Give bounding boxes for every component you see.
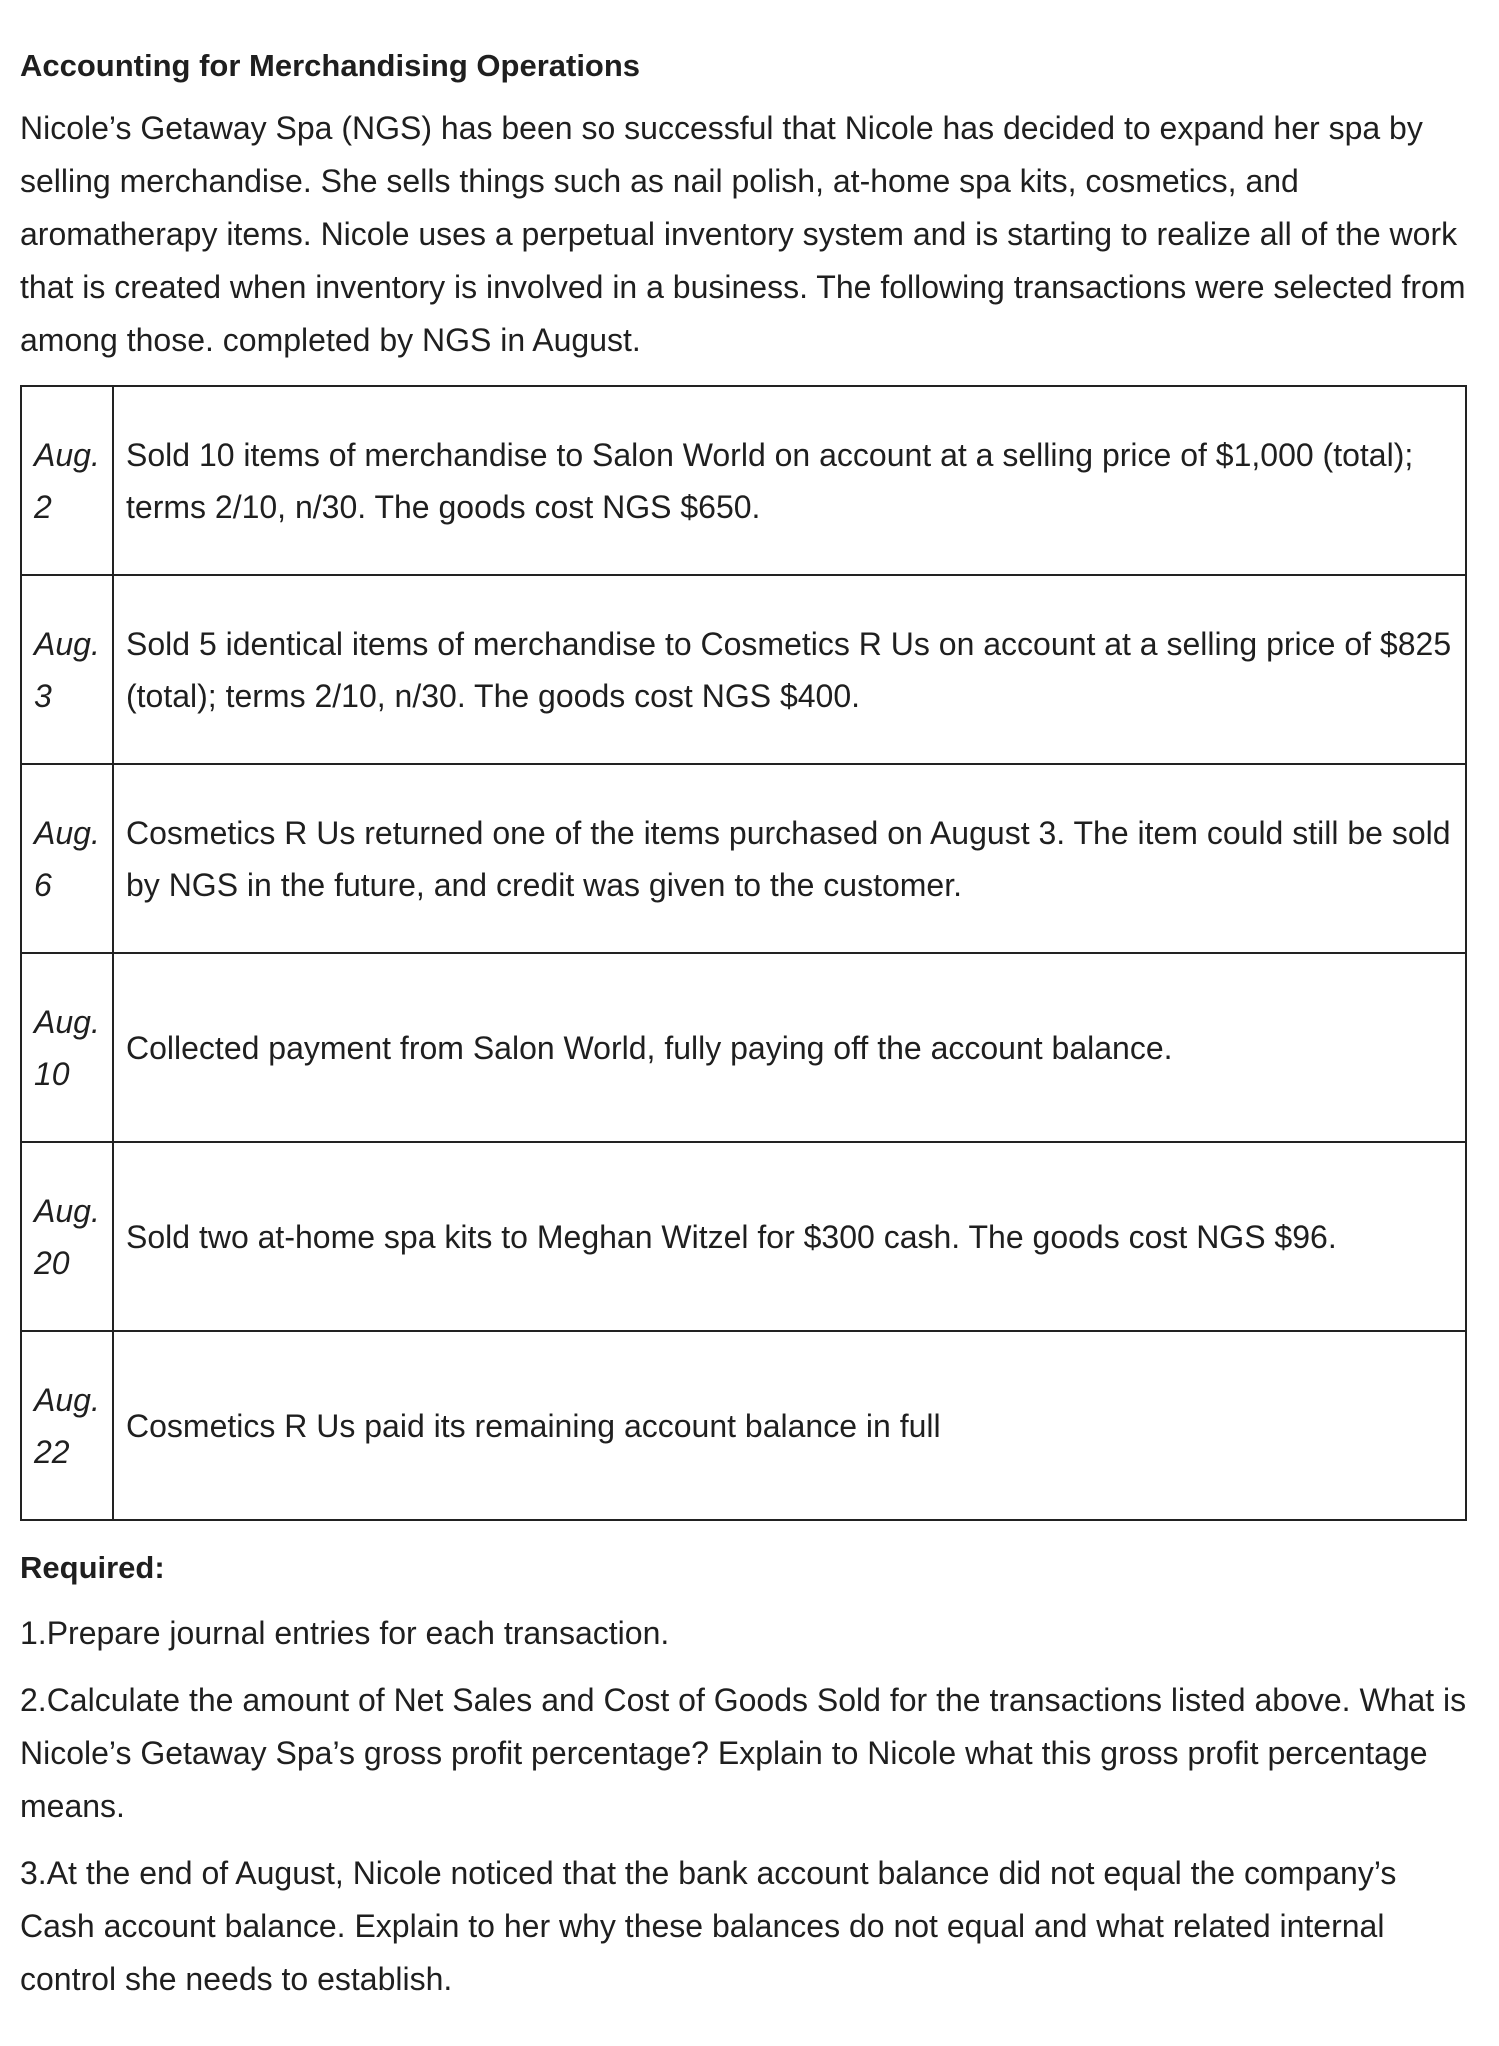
date-day: 22 — [34, 1433, 70, 1470]
date-month: Aug. — [34, 436, 100, 473]
date-month: Aug. — [34, 1003, 100, 1040]
table-row — [21, 1331, 1466, 1520]
transaction-description: Sold 5 identical items of merchandise to Cosmetics R Us on account at a selling price of $825 (total); terms 2/10, n/30. The goods cost NGS $400. — [113, 575, 1466, 764]
intro-paragraph: Nicole’s Getaway Spa (NGS) has been so successful that Nicole has decided to expand her spa by selling merchandise. She sells things such as nail polish, at-home spa kits, cosmetics, and aromatherapy items. Nicole uses a perpetual inventory system and is starting to realize all of the work that is created when inventory is involved in a business. The following transactions were selected from among those. completed by NGS in August. — [20, 110, 1466, 358]
date-month: Aug. — [34, 814, 100, 851]
date-day: 20 — [34, 1244, 70, 1281]
transaction-date — [21, 575, 113, 764]
date-day: 2 — [34, 488, 52, 525]
transaction-description: Sold 10 items of merchandise to Salon World on account at a selling price of $1,000 (total); terms 2/10, n/30. The goods cost NGS $650. — [113, 386, 1466, 575]
transactions-table — [20, 385, 1467, 1521]
date-month: Aug. — [34, 1381, 100, 1418]
table-row — [21, 386, 1466, 575]
transaction-date — [21, 386, 113, 575]
table-row — [21, 764, 1466, 953]
transaction-date — [21, 764, 113, 953]
date-day: 3 — [34, 677, 52, 714]
requirement-item: 2.Calculate the amount of Net Sales and Cost of Goods Sold for the transactions listed above. What is Nicole’s Getaway Spa’s gross profit percentage? Explain to Nicole what this gross profit percentage means. — [20, 1682, 1467, 1824]
transaction-description: Cosmetics R Us paid its remaining account balance in full — [113, 1331, 1466, 1520]
date-month: Aug. — [34, 625, 100, 662]
requirement-item: 1.Prepare journal entries for each transaction. — [20, 1615, 670, 1651]
table-row — [21, 575, 1466, 764]
transaction-description: Collected payment from Salon World, fully paying off the account balance. — [113, 953, 1466, 1142]
transaction-date — [21, 953, 113, 1142]
transaction-description: Sold two at-home spa kits to Meghan Witzel for $300 cash. The goods cost NGS $96. — [113, 1142, 1466, 1331]
date-day: 10 — [34, 1055, 70, 1092]
table-row — [21, 1142, 1466, 1331]
document-title: Accounting for Merchandising Operations — [20, 48, 641, 83]
date-month: Aug. — [34, 1192, 100, 1229]
transaction-date — [21, 1142, 113, 1331]
table-row — [21, 953, 1466, 1142]
transaction-date — [21, 1331, 113, 1520]
requirement-item: 3.At the end of August, Nicole noticed that the bank account balance did not equal the company’s Cash account balance. Explain to her why these balances do not equal and what related internal control she needs to establish. — [20, 1855, 1397, 1997]
date-day: 6 — [34, 866, 52, 903]
required-heading: Required: — [20, 1550, 165, 1585]
transaction-description: Cosmetics R Us returned one of the items purchased on August 3. The item could still be sold by NGS in the future, and credit was given to the customer. — [113, 764, 1466, 953]
